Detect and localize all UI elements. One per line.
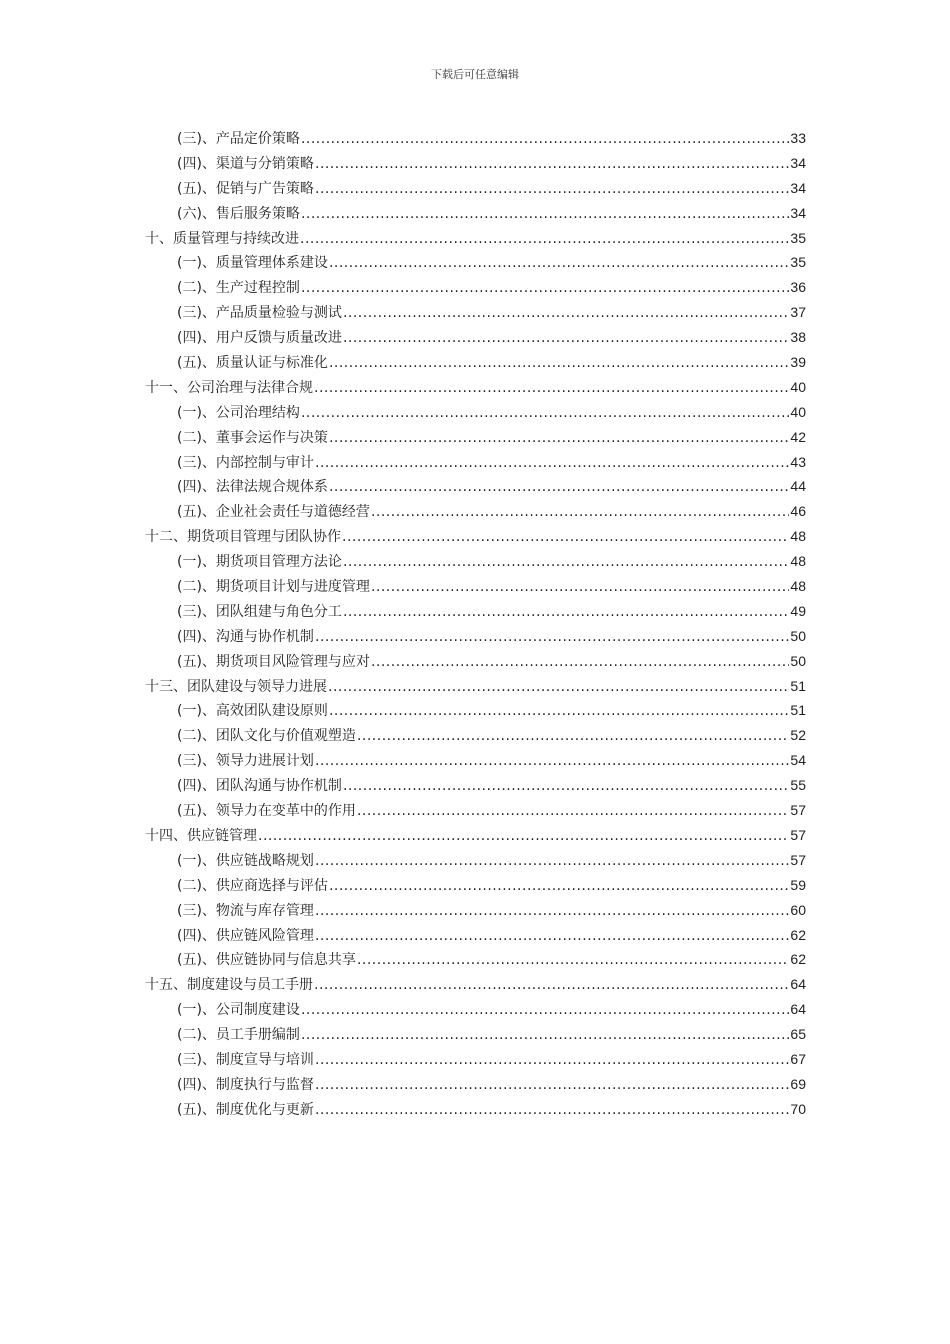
toc-dot-leader <box>301 998 789 1023</box>
toc-entry-title: (一)、期货项目管理方法论 <box>177 554 342 571</box>
toc-entry-title: (三)、内部控制与审计 <box>177 454 314 471</box>
toc-entry-title: (三)、领导力进展计划 <box>177 753 314 770</box>
toc-page-number: 37 <box>790 304 806 321</box>
toc-section-entry[interactable] <box>145 250 806 275</box>
toc-dot-leader <box>315 625 789 650</box>
toc-entry-title: (二)、供应商选择与评估 <box>177 877 328 894</box>
toc-entry-title: 十五、制度建设与员工手册 <box>145 977 313 994</box>
toc-page-number: 60 <box>790 901 806 918</box>
toc-page-number: 35 <box>790 229 806 246</box>
toc-section-entry[interactable] <box>145 947 806 972</box>
toc-dot-leader <box>315 749 789 774</box>
toc-entry-title: (四)、供应链风险管理 <box>177 927 314 944</box>
toc-entry-title: 十一、公司治理与法律合规 <box>145 379 313 396</box>
toc-section-entry[interactable] <box>145 898 806 923</box>
toc-section-entry[interactable] <box>145 723 806 748</box>
toc-section-entry[interactable] <box>145 1097 806 1122</box>
toc-entry-title: (三)、团队组建与角色分工 <box>177 603 342 620</box>
toc-dot-leader <box>328 675 789 700</box>
toc-entry-title: (一)、质量管理体系建设 <box>177 255 328 272</box>
toc-entry-title: (五)、质量认证与标准化 <box>177 355 328 372</box>
toc-section-entry[interactable] <box>145 474 806 499</box>
toc-dot-leader <box>343 600 789 625</box>
toc-entry-title: (五)、供应链协同与信息共享 <box>177 952 356 969</box>
toc-dot-leader <box>301 1023 789 1048</box>
toc-page-number: 57 <box>790 802 806 819</box>
toc-section-entry[interactable] <box>145 748 806 773</box>
toc-section-entry[interactable] <box>145 848 806 873</box>
toc-dot-leader <box>314 376 789 401</box>
toc-entry-title: (五)、企业社会责任与道德经营 <box>177 504 370 521</box>
toc-section-entry[interactable] <box>145 574 806 599</box>
toc-entry-title: (一)、高效团队建设原则 <box>177 703 328 720</box>
toc-page-number: 35 <box>790 254 806 271</box>
toc-section-entry[interactable] <box>145 773 806 798</box>
toc-dot-leader <box>315 1073 789 1098</box>
toc-section-entry[interactable] <box>145 300 806 325</box>
toc-page-number: 57 <box>790 826 806 843</box>
toc-dot-leader <box>371 500 789 525</box>
toc-entry-title: (一)、公司制度建设 <box>177 1002 300 1019</box>
toc-section-entry[interactable] <box>145 275 806 300</box>
toc-page-number: 36 <box>790 279 806 296</box>
page-header: 下载后可任意编辑 <box>431 68 519 81</box>
toc-section-entry[interactable] <box>145 698 806 723</box>
toc-page-number: 34 <box>790 154 806 171</box>
toc-dot-leader <box>343 774 789 799</box>
toc-page-number: 44 <box>790 478 806 495</box>
toc-dot-leader <box>315 451 789 476</box>
toc-entry-title: (四)、渠道与分销策略 <box>177 155 314 172</box>
toc-chapter-entry[interactable] <box>145 226 806 251</box>
toc-page-number: 40 <box>790 403 806 420</box>
toc-page-number: 49 <box>790 602 806 619</box>
toc-page-number: 48 <box>790 528 806 545</box>
toc-dot-leader <box>301 401 789 426</box>
toc-entry-title: (四)、制度执行与监督 <box>177 1076 314 1093</box>
toc-entry-title: (四)、团队沟通与协作机制 <box>177 778 342 795</box>
toc-page-number: 40 <box>790 378 806 395</box>
toc-page-number: 39 <box>790 354 806 371</box>
toc-entry-title: (二)、团队文化与价值观塑造 <box>177 728 356 745</box>
toc-page-number: 34 <box>790 204 806 221</box>
toc-chapter-entry[interactable] <box>145 674 806 699</box>
toc-section-entry[interactable] <box>145 151 806 176</box>
toc-page-number: 42 <box>790 428 806 445</box>
toc-page-number: 46 <box>790 503 806 520</box>
toc-dot-leader <box>258 824 789 849</box>
toc-page-number: 52 <box>790 727 806 744</box>
toc-page-number: 69 <box>790 1075 806 1092</box>
toc-section-entry[interactable] <box>145 649 806 674</box>
toc-dot-leader <box>329 251 789 276</box>
toc-chapter-entry[interactable] <box>145 524 806 549</box>
toc-page-number: 38 <box>790 329 806 346</box>
toc-dot-leader <box>357 724 789 749</box>
toc-section-entry[interactable] <box>145 400 806 425</box>
toc-entry-title: (四)、用户反馈与质量改进 <box>177 330 342 347</box>
toc-section-entry[interactable] <box>145 997 806 1022</box>
toc-dot-leader <box>329 874 789 899</box>
toc-section-entry[interactable] <box>145 176 806 201</box>
toc-entry-title: (三)、制度宣导与培训 <box>177 1051 314 1068</box>
toc-page-number: 51 <box>790 677 806 694</box>
toc-page-number: 64 <box>790 976 806 993</box>
toc-page-number: 62 <box>790 926 806 943</box>
toc-dot-leader <box>371 575 789 600</box>
toc-page-number: 55 <box>790 777 806 794</box>
toc-dot-leader <box>315 152 789 177</box>
toc-entry-title: (四)、法律法规合规体系 <box>177 479 328 496</box>
toc-entry-title: (二)、生产过程控制 <box>177 280 300 297</box>
toc-section-entry[interactable] <box>145 599 806 624</box>
toc-page-number: 51 <box>790 702 806 719</box>
toc-dot-leader <box>329 699 789 724</box>
toc-dot-leader <box>329 351 789 376</box>
toc-entry-title: (三)、产品质量检验与测试 <box>177 305 342 322</box>
toc-page-number: 59 <box>790 876 806 893</box>
toc-section-entry[interactable] <box>145 1072 806 1097</box>
toc-page-number: 65 <box>790 1026 806 1043</box>
toc-section-entry[interactable] <box>145 350 806 375</box>
toc-dot-leader <box>315 849 789 874</box>
toc-dot-leader <box>343 301 789 326</box>
toc-chapter-entry[interactable] <box>145 972 806 997</box>
toc-entry-title: (五)、领导力在变革中的作用 <box>177 803 356 820</box>
toc-section-entry[interactable] <box>145 798 806 823</box>
toc-section-entry[interactable] <box>145 923 806 948</box>
toc-entry-title: 十二、期货项目管理与团队协作 <box>145 529 341 546</box>
toc-page-number: 62 <box>790 951 806 968</box>
toc-dot-leader <box>315 177 789 202</box>
toc-dot-leader <box>357 948 789 973</box>
toc-entry-title: 十三、团队建设与领导力进展 <box>145 678 327 695</box>
toc-section-entry[interactable] <box>145 1022 806 1047</box>
toc-section-entry[interactable] <box>145 549 806 574</box>
toc-page-number: 43 <box>790 453 806 470</box>
toc-entry-title: (二)、董事会运作与决策 <box>177 429 328 446</box>
toc-dot-leader <box>343 326 789 351</box>
toc-chapter-entry[interactable] <box>145 375 806 400</box>
toc-entry-title: (三)、物流与库存管理 <box>177 902 314 919</box>
toc-section-entry[interactable] <box>145 425 806 450</box>
toc-entry-title: (五)、期货项目风险管理与应对 <box>177 653 370 670</box>
toc-section-entry[interactable] <box>145 499 806 524</box>
toc-entry-title: (一)、公司治理结构 <box>177 404 300 421</box>
toc-dot-leader <box>315 924 789 949</box>
toc-section-entry[interactable] <box>145 450 806 475</box>
toc-dot-leader <box>342 525 789 550</box>
toc-dot-leader <box>301 276 789 301</box>
toc-entry-title: (三)、产品定价策略 <box>177 131 300 147</box>
toc-dot-leader <box>300 227 789 252</box>
toc-dot-leader <box>315 1098 789 1123</box>
toc-page-number: 50 <box>790 627 806 644</box>
toc-entry-title: (六)、售后服务策略 <box>177 205 300 222</box>
toc-dot-leader <box>343 550 789 575</box>
table-of-contents <box>145 126 806 1122</box>
toc-section-entry[interactable] <box>145 126 806 151</box>
toc-page-number: 64 <box>790 1001 806 1018</box>
toc-entry-title: (五)、促销与广告策略 <box>177 180 314 197</box>
toc-page-number: 54 <box>790 752 806 769</box>
toc-section-entry[interactable] <box>145 624 806 649</box>
toc-dot-leader <box>314 973 789 998</box>
toc-entry-title: (二)、期货项目计划与进度管理 <box>177 579 370 596</box>
toc-page-number: 50 <box>790 652 806 669</box>
toc-dot-leader <box>329 475 789 500</box>
toc-entry-title: (五)、制度优化与更新 <box>177 1101 314 1118</box>
toc-section-entry[interactable] <box>145 873 806 898</box>
toc-dot-leader <box>301 202 789 227</box>
toc-dot-leader <box>329 426 789 451</box>
toc-page-number: 48 <box>790 553 806 570</box>
toc-entry-title: (二)、员工手册编制 <box>177 1027 300 1044</box>
toc-dot-leader <box>301 127 789 152</box>
toc-chapter-entry[interactable] <box>145 823 806 848</box>
toc-section-entry[interactable] <box>145 325 806 350</box>
toc-entry-title: (一)、供应链战略规划 <box>177 852 314 869</box>
toc-section-entry[interactable] <box>145 1047 806 1072</box>
toc-page-number: 48 <box>790 578 806 595</box>
toc-page-number: 57 <box>790 851 806 868</box>
toc-entry-title: (四)、沟通与协作机制 <box>177 628 314 645</box>
toc-dot-leader <box>371 650 789 675</box>
toc-page-number: 34 <box>790 179 806 196</box>
toc-entry-title: 十、质量管理与持续改进 <box>145 230 299 247</box>
toc-entry-title: 十四、供应链管理 <box>145 827 257 844</box>
toc-page-number: 70 <box>790 1100 806 1117</box>
toc-dot-leader <box>315 1048 789 1073</box>
toc-dot-leader <box>357 799 789 824</box>
toc-section-entry[interactable] <box>145 201 806 226</box>
toc-dot-leader <box>315 899 789 924</box>
toc-page-number: 67 <box>790 1050 806 1067</box>
toc-page-number: 33 <box>790 130 806 146</box>
